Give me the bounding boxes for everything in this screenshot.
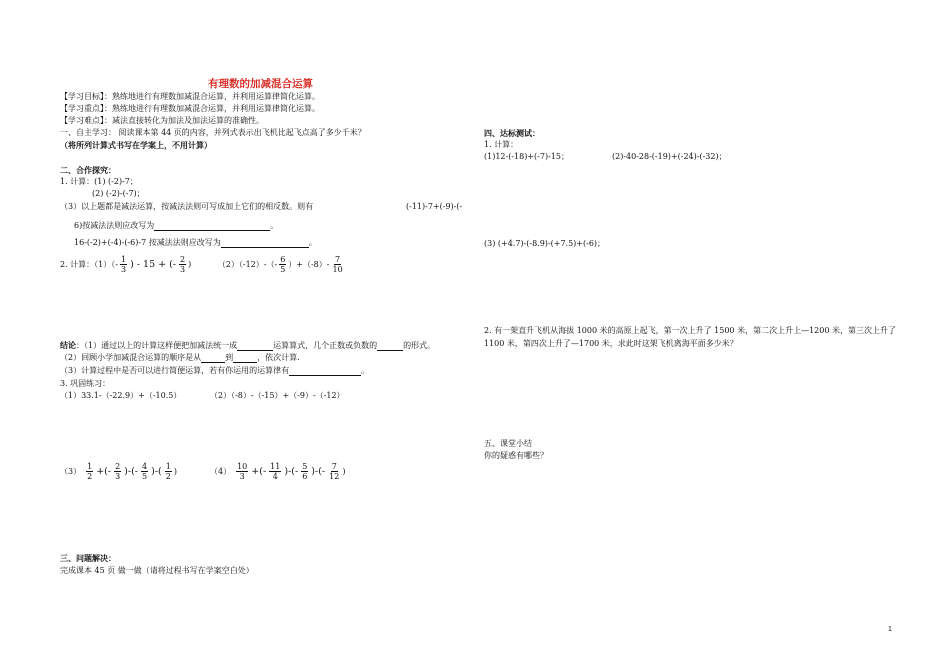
denominator: 12 (329, 472, 340, 482)
denominator: 4 (272, 472, 278, 482)
learning-goal-line (60, 92, 320, 102)
numerator: 7 (335, 255, 341, 264)
target-test-q1-part1: (1)12-(-18)+(-7)-15； (484, 152, 569, 161)
numerator: 1 (120, 255, 127, 264)
practice-heading: 3. 巩固练习： (60, 379, 111, 388)
q1-rewrite-line-2 (74, 238, 317, 248)
q1-part1: 1. 计算：(1) (-2)-7； (60, 177, 138, 186)
operator-text: )-( (151, 465, 162, 477)
practice-problem-2: （2）（-8）-（-15）+（-9）-（-12） (210, 391, 345, 400)
conclusion-text-1c: 的形式。 (403, 341, 436, 350)
answer-blank[interactable] (221, 238, 309, 248)
practice-problem-3 (60, 462, 177, 481)
learning-focus-line (60, 104, 320, 114)
fraction (165, 462, 172, 481)
learning-focus-label: 【学习重点】 (60, 104, 104, 113)
q1-rewrite-end-1: 。 (270, 221, 279, 230)
q1-rewrite-text-1: 6)按减法法则应改写为 (74, 221, 155, 230)
target-test-q2-line2: 1100 米，第四次上升了—1700 米，求此时这架飞机离海平面多少米？ (484, 339, 738, 348)
operator-text: ) (342, 466, 346, 476)
conclusion-text-1a: ：（1）通过以上的计算这样便把加减法统一成 (76, 341, 238, 350)
learning-goal-label: 【学习目标】 (60, 92, 104, 101)
q2b-prefix: （2）（-12）-（- (217, 259, 278, 269)
fraction (179, 255, 186, 274)
denominator: 6 (302, 472, 308, 482)
operator-text: )-(- (284, 465, 299, 477)
fraction (120, 255, 127, 274)
q1-rewrite-line-1 (74, 221, 278, 231)
fraction (141, 462, 148, 481)
q2-prefix: 2. 计算：（1）（- (60, 259, 118, 269)
self-study-text: 阅读课本第 44 页的内容，并列式表示出飞机比起飞点高了多少千米？ (118, 128, 366, 137)
learning-focus-text: ：熟练地进行有理数加减混合运算，并利用运算律简化运算。 (104, 104, 320, 113)
operator-text: ）+（-8）- (288, 259, 330, 269)
operator-text: )-(- (311, 465, 326, 477)
target-test-q1-part3: (3) (+4.7)-(-8.9)-(+7.5)+(-6)； (484, 239, 606, 248)
numerator: 5 (302, 462, 308, 471)
operator-text: )-(- (124, 465, 139, 477)
numerator: 4 (142, 462, 148, 471)
denominator: 2 (165, 472, 171, 482)
problem-solving-text: 完成课本 45 页 做一做（请将过程书写在学案空白处） (60, 566, 254, 575)
self-study-line (60, 128, 366, 138)
conclusion-line-2 (60, 353, 300, 363)
numerator: 2 (115, 462, 121, 471)
denominator: 2 (87, 472, 93, 482)
learning-difficulty-line (60, 116, 264, 126)
practice-problem-4-label: （4） (210, 466, 232, 476)
fraction (328, 462, 340, 481)
operator-text: +(- (251, 465, 267, 477)
answer-blank[interactable] (154, 221, 270, 231)
q2-line (60, 255, 345, 274)
target-test-q1: 1. 计算： (484, 140, 519, 149)
numerator: 1 (165, 462, 171, 471)
summary-text: 你的疑惑有哪些？ (484, 451, 548, 460)
q1-rewrite-text-2: 16-(-2)+(-4)-(-6)-7 按减法法则应改写为 (74, 238, 221, 247)
learning-difficulty-text: ：减法直接转化为加法及加法运算的准确性。 (104, 116, 264, 125)
denominator: 3 (115, 472, 121, 482)
operator-text: ) - 15 + (- (130, 258, 177, 270)
answer-blank[interactable] (289, 366, 361, 376)
numerator: 7 (331, 462, 337, 471)
target-test-heading: 四、达标测试： (484, 128, 540, 138)
fraction (301, 462, 308, 481)
conclusion-text-3a: （3）计算过程中是否可以进行简便运算，若有你运用的运算律有 (60, 366, 290, 375)
practice-problem-4-expression (210, 462, 345, 481)
fraction (279, 255, 286, 274)
q2-expression-2 (218, 255, 345, 274)
answer-blank[interactable] (237, 341, 273, 351)
conclusion-text-1b: 运算算式，几个正数或负数的 (273, 341, 378, 350)
conclusion-line-3 (60, 366, 369, 376)
practice-problem-3-label: （3） (60, 466, 82, 476)
denominator: 3 (239, 472, 245, 482)
denominator: 3 (120, 265, 127, 275)
denominator: 5 (280, 265, 286, 275)
q1-part3: （3）以上题都是减法运算，按减法法则可写成加上它们的相反数。则有 (60, 202, 314, 211)
problem-solving-heading: 三、问题解决： (60, 553, 116, 563)
conclusion-text-2c: ，依次计算. (257, 353, 300, 362)
practice-problem-1: （1）33.1-（-22.9）+（-10.5） (60, 391, 182, 400)
answer-blank[interactable] (201, 353, 225, 363)
learning-goal-text: ：熟练地进行有理数加减混合运算，并利用运算律简化运算。 (104, 92, 320, 101)
fraction (269, 462, 281, 481)
denominator: 10 (332, 265, 343, 275)
operator-text: ) (188, 259, 192, 269)
operator-text: +(- (96, 465, 112, 477)
self-study-note: （将所列计算式书写在学案上，不用计算） (60, 140, 212, 150)
fraction (114, 462, 121, 481)
practice-problem-4 (210, 462, 345, 481)
summary-heading: 五、课堂小结 (484, 439, 532, 448)
q1-rewrite-end-2: 。 (308, 238, 317, 247)
conclusion-label: 结论 (60, 340, 76, 350)
numerator: 1 (87, 462, 93, 471)
q1-part3-expression: (-11)-7+(-9)-(- (406, 202, 463, 211)
q1-part2: (2) (-2)-(-7)； (92, 189, 145, 198)
answer-blank[interactable] (233, 353, 257, 363)
numerator: 6 (280, 255, 286, 264)
denominator: 5 (142, 472, 148, 482)
numerator: 11 (270, 462, 281, 471)
cooperative-heading: 二、合作探究： (60, 165, 116, 175)
denominator: 3 (180, 265, 186, 275)
conclusion-text-2b: 到 (225, 353, 234, 362)
fraction (236, 462, 248, 481)
target-test-q2-line1: 2. 有一架直升飞机从海拔 1000 米的高原上起飞，第一次上升了 1500 米，第二次上升上—1200 米，第三次上升了 (484, 326, 896, 335)
conclusion-line-1 (60, 340, 435, 351)
numerator: 10 (237, 462, 248, 471)
conclusion-text-3b: 。 (361, 366, 370, 375)
self-study-heading: 一、自主学习： (60, 128, 116, 137)
page-title: 有理数的加减混合运算 (208, 78, 313, 90)
conclusion-text-2a: （2）回顾小学加减混合运算的顺序是从 (60, 353, 202, 362)
practice-problem-3-expression (60, 462, 177, 481)
learning-difficulty-label: 【学习难点】 (60, 116, 104, 125)
fraction (331, 255, 343, 274)
page-number: 1 (888, 626, 892, 633)
q2-expression-1 (60, 255, 191, 274)
fraction (86, 462, 93, 481)
answer-blank[interactable] (377, 341, 403, 351)
numerator: 2 (180, 255, 186, 264)
target-test-q1-part2: (2)-40-28-(-19)+(-24)-(-32)； (612, 152, 727, 161)
operator-text: ) (173, 466, 177, 476)
